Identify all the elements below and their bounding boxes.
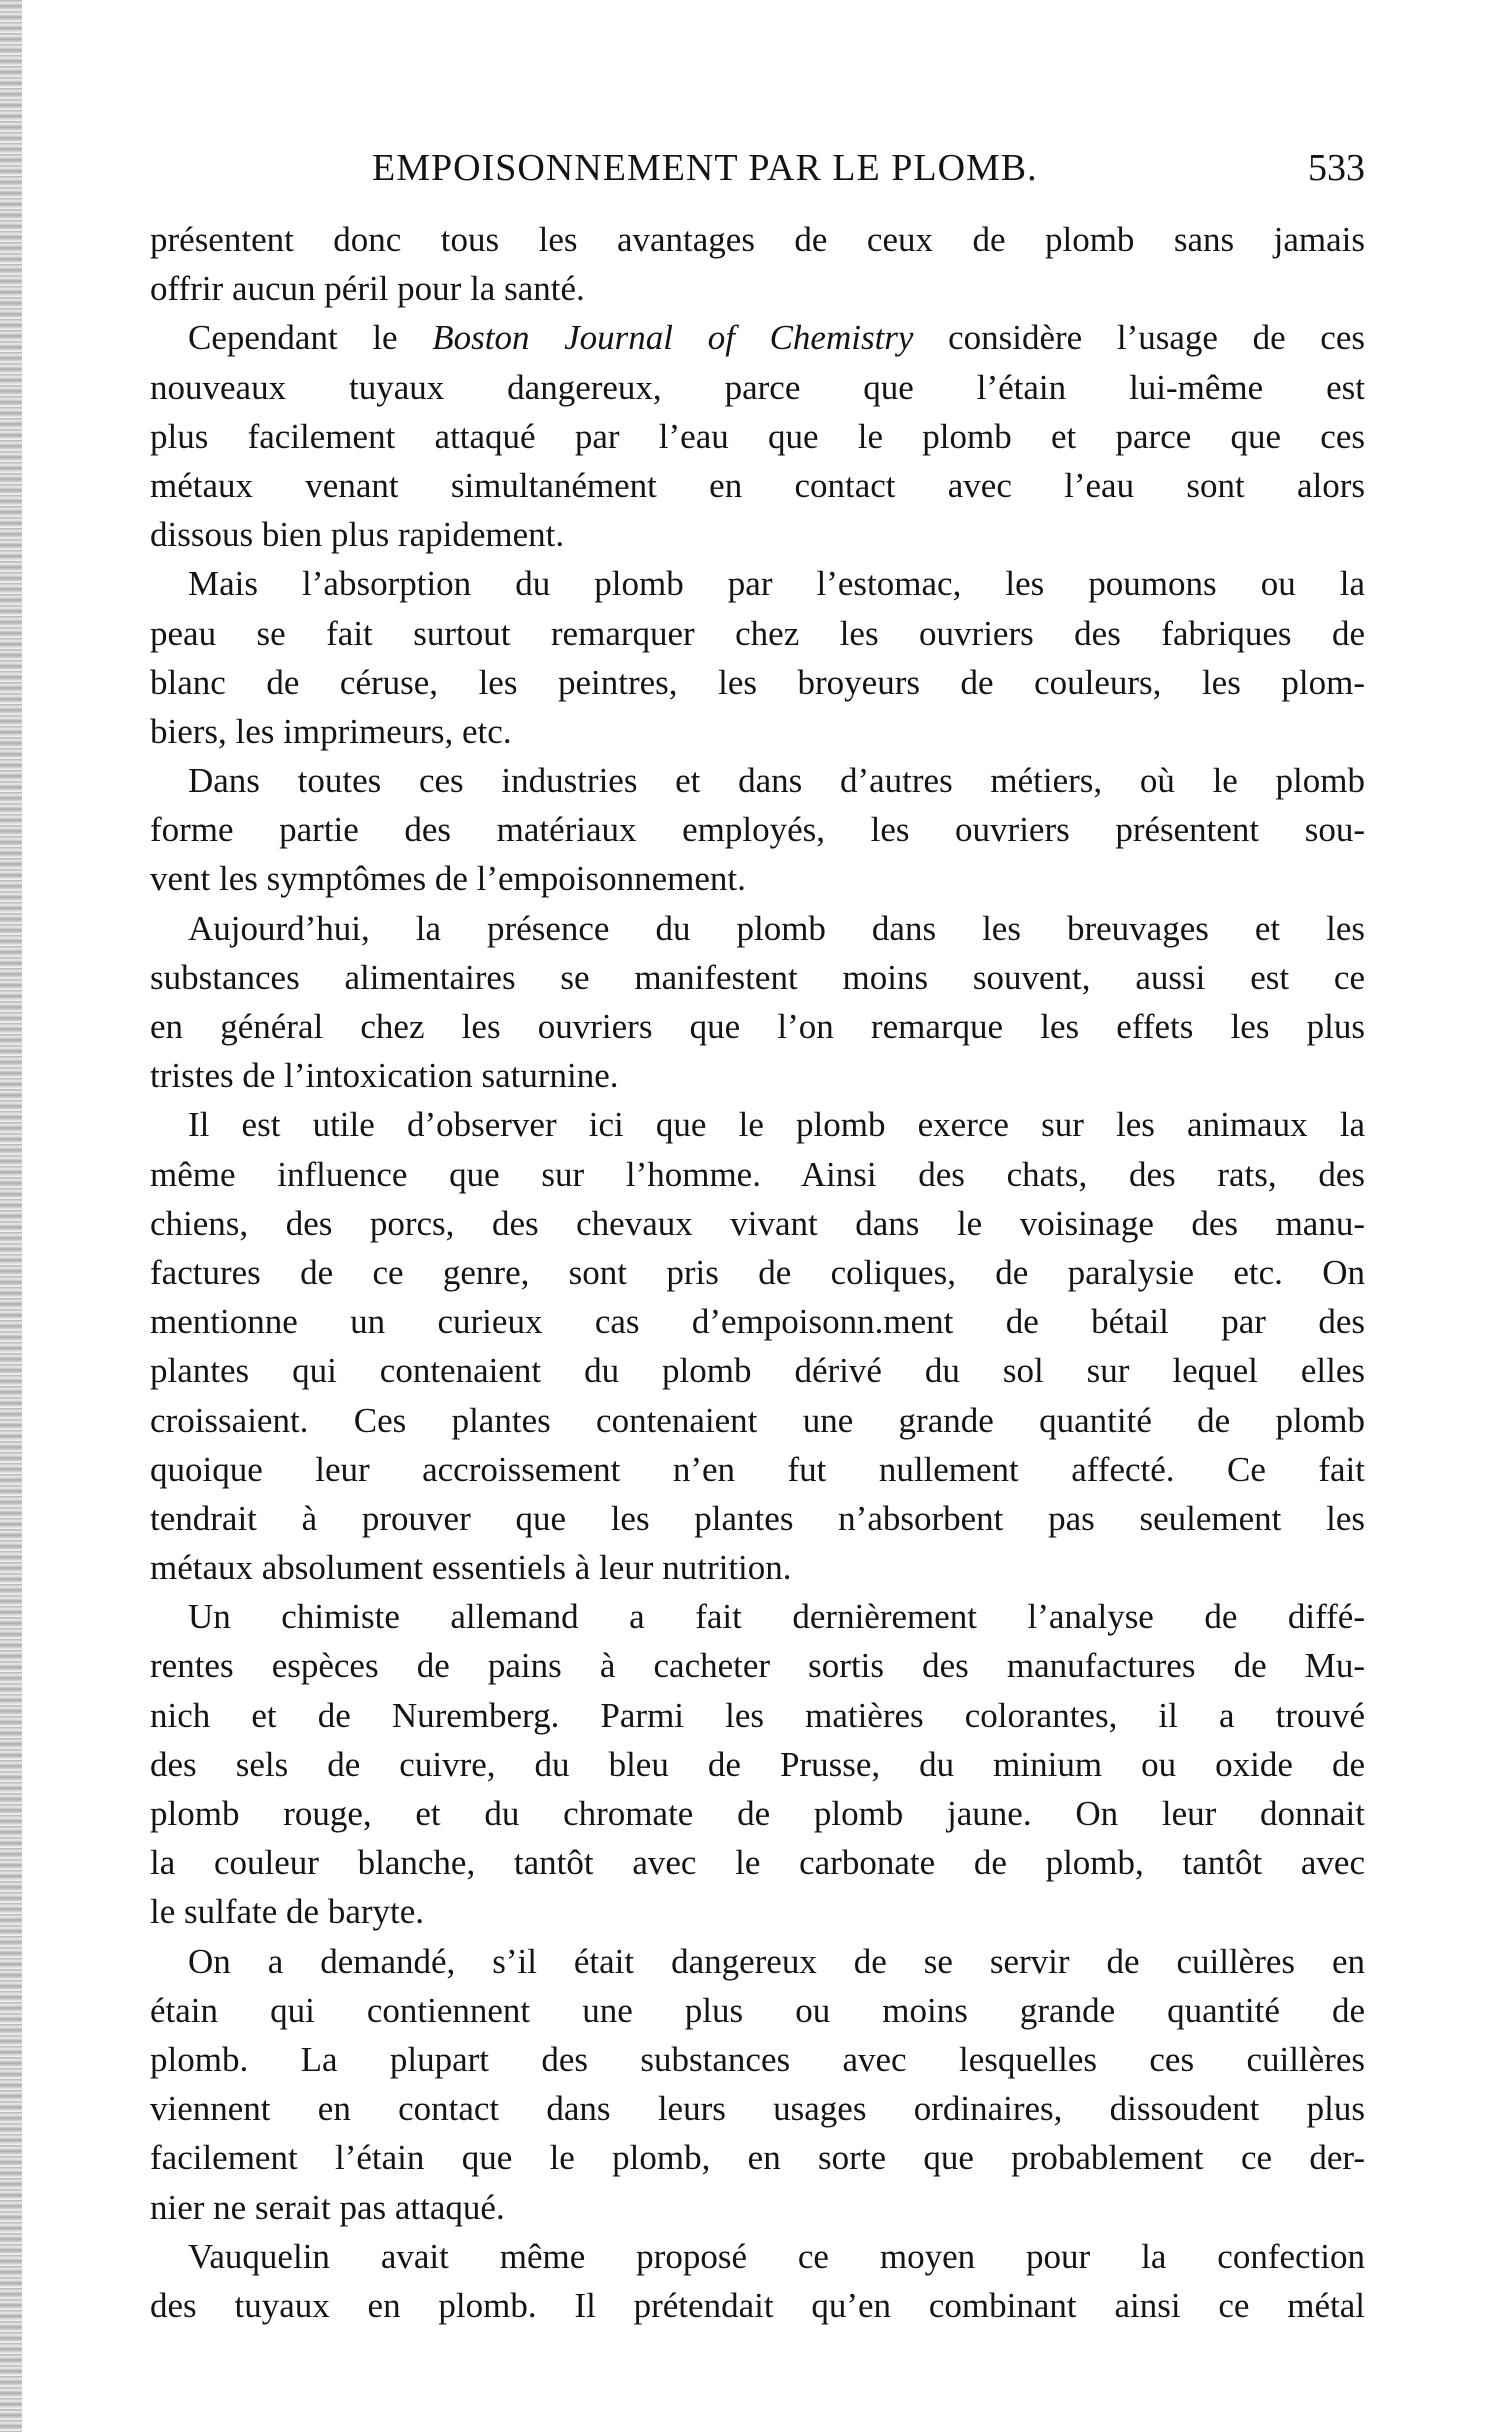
text-line: métaux absolument essentiels à leur nutrition. <box>150 1548 792 1588</box>
journal-title: Boston Journal of Chemistry <box>432 318 914 358</box>
text-line: peau se fait surtout remarquer chez les ouvriers des fabriques de <box>150 613 1365 653</box>
text-line: plus facilement attaqué par l’eau que le plomb et parce que ces <box>150 416 1365 456</box>
text-line: On a demandé, s’il était dangereux de se servir de cuillères en <box>188 1941 1365 1981</box>
text-line: métaux venant simultanément en contact avec l’eau sont alors <box>150 465 1365 505</box>
page-binding-edge <box>0 0 22 2432</box>
text-line: quoique leur accroissement n’en fut nullement affecté. Ce fait <box>150 1449 1365 1489</box>
text-line: Mais l’absorption du plomb par l’estomac, les poumons ou la <box>188 564 1365 604</box>
text-line-start: Cependant le <box>188 318 433 358</box>
text-line: tendrait à prouver que les plantes n’absorbent pas seulement les <box>150 1498 1365 1538</box>
text-line: Un chimiste allemand a fait dernièrement l’analyse de diffé- <box>188 1597 1365 1637</box>
text-line: croissaient. Ces plantes contenaient une grande quantité de plomb <box>150 1400 1365 1440</box>
text-line: des tuyaux en plomb. Il prétendait qu’en combinant ainsi ce métal <box>150 2285 1365 2325</box>
text-line: mentionne un curieux cas d’empoisonn.ment de bétail par des <box>150 1302 1365 1342</box>
text-line: biers, les imprimeurs, etc. <box>150 711 512 751</box>
text-line: dissous bien plus rapidement. <box>150 515 565 555</box>
text-line: présentent donc tous les avantages de ceux de plomb sans jamais <box>150 220 1365 259</box>
text-line: Aujourd’hui, la présence du plomb dans les breuvages et les <box>188 908 1365 948</box>
text-line: plomb. La plupart des substances avec lesquelles ces cuillères <box>150 2039 1365 2079</box>
text-line: le sulfate de baryte. <box>150 1892 425 1932</box>
text-line: factures de ce genre, sont pris de coliques, de paralysie etc. On <box>150 1252 1365 1292</box>
text-line: étain qui contiennent une plus ou moins grande quantité de <box>150 1990 1365 2030</box>
text-line: la couleur blanche, tantôt avec le carbonate de plomb, tantôt avec <box>150 1843 1365 1883</box>
text-line: facilement l’étain que le plomb, en sorte que probablement ce der- <box>150 2138 1365 2178</box>
text-line: plantes qui contenaient du plomb dérivé du sol sur lequel elles <box>150 1351 1365 1391</box>
text-line: nich et de Nuremberg. Parmi les matières colorantes, il a trouvé <box>150 1695 1365 1735</box>
page-number: 533 <box>1308 147 1365 189</box>
text-line: offrir aucun péril pour la santé. <box>150 269 585 309</box>
text-line: viennent en contact dans leurs usages ordinaires, dissoudent plus <box>150 2089 1365 2129</box>
text-line: Dans toutes ces industries et dans d’autres métiers, où le plomb <box>188 761 1365 801</box>
text-line: des sels de cuivre, du bleu de Prusse, du minium ou oxide de <box>150 1744 1365 1784</box>
text-line <box>150 313 1365 362</box>
text-line: nouveaux tuyaux dangereux, parce que l’étain lui-même est <box>150 367 1365 407</box>
text-line: Vauquelin avait même proposé ce moyen pour la confection <box>188 2236 1365 2276</box>
text-line: rentes espèces de pains à cacheter sortis des manufactures de Mu- <box>150 1646 1365 1686</box>
body-text <box>150 215 1365 2330</box>
text-line-end: considère l’usage de ces <box>913 318 1365 358</box>
text-line: vent les symptômes de l’empoisonnement. <box>150 859 746 899</box>
running-head <box>150 143 1365 193</box>
text-line: en général chez les ouvriers que l’on remarque les effets les plus <box>150 1007 1365 1046</box>
text-line: même influence que sur l’homme. Ainsi des chats, des rats, des <box>150 1154 1365 1194</box>
text-line: forme partie des matériaux employés, les ouvriers présentent sou- <box>150 810 1365 850</box>
text-line: Il est utile d’observer ici que le plomb exerce sur les animaux la <box>188 1105 1365 1145</box>
running-title: EMPOISONNEMENT PAR LE PLOMB. <box>372 147 1038 189</box>
text-line: nier ne serait pas attaqué. <box>150 2187 505 2227</box>
text-line: blanc de céruse, les peintres, les broyeurs de couleurs, les plom- <box>150 662 1365 702</box>
text-line: chiens, des porcs, des chevaux vivant dans le voisinage des manu- <box>150 1203 1365 1243</box>
text-line: plomb rouge, et du chromate de plomb jaune. On leur donnait <box>150 1794 1365 1833</box>
text-line: tristes de l’intoxication saturnine. <box>150 1056 619 1096</box>
text-line: substances alimentaires se manifestent moins souvent, aussi est ce <box>150 957 1365 997</box>
